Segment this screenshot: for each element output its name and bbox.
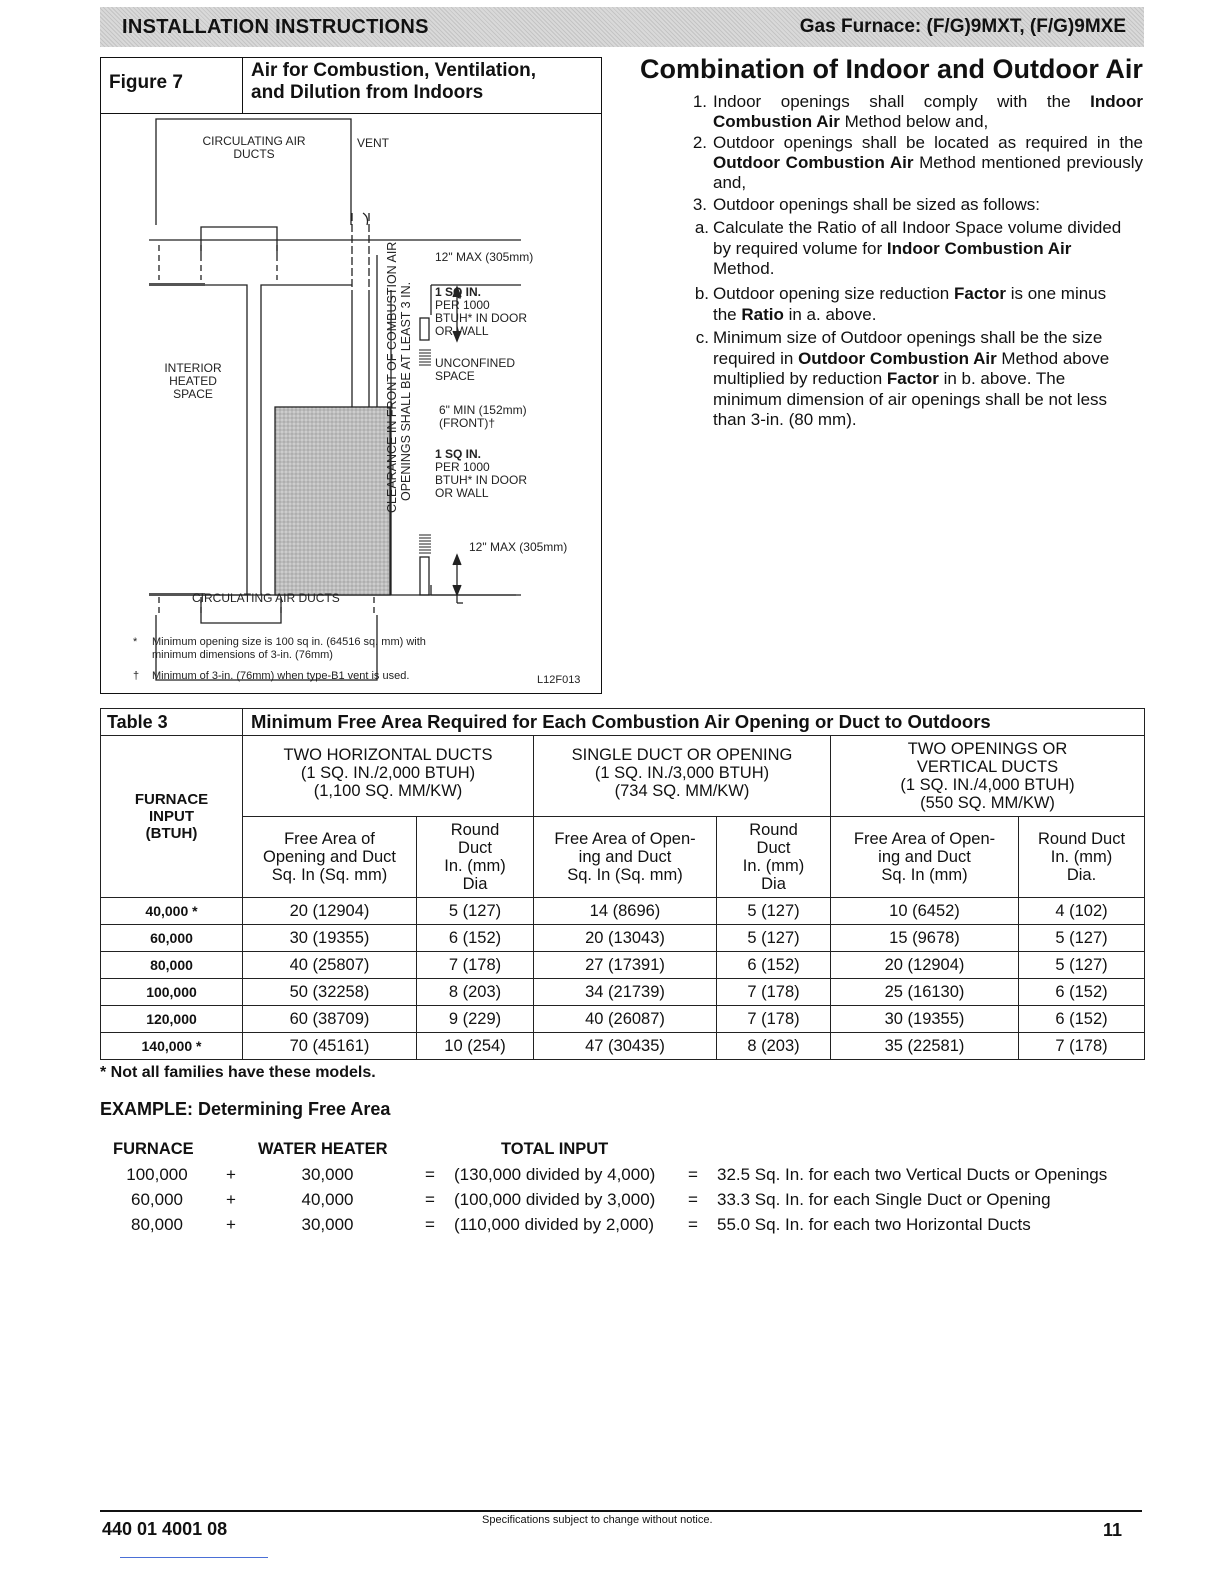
group-single-duct: SINGLE DUCT OR OPENING (1 SQ. IN./3,000 BTUH) (734 SQ. MM/KW) (534, 736, 831, 817)
label-unconfined-space: UNCONFINED SPACE (435, 356, 515, 383)
example-furnace: 60,000 (131, 1190, 183, 1209)
table-cell: 4 (102) (1019, 898, 1145, 925)
table-row (101, 979, 1145, 1006)
step-3: 3. Outdoor openings shall be sized as follows: (692, 195, 1040, 214)
table-cell: 6 (152) (1019, 979, 1145, 1006)
example-eq1: = (425, 1165, 435, 1184)
table-cell: 40 (25807) (243, 952, 417, 979)
example-eq2: = (688, 1190, 698, 1209)
table-cell: 5 (127) (1019, 925, 1145, 952)
row-furnace-input: 60,000 (101, 925, 243, 952)
table-cell: 7 (178) (717, 1006, 831, 1033)
figure-title-line2: and Dilution from Indoors (251, 82, 484, 103)
section-title: Combination of Indoor and Outdoor Air (640, 54, 1143, 84)
table-cell: 35 (22581) (831, 1033, 1019, 1060)
example-total: (130,000 divided by 4,000) (454, 1165, 656, 1184)
figure-note-1: Minimum opening size is 100 sq in. (64516 sq. mm) with minimum dimensions of 3-in. (76mm) (152, 636, 426, 661)
figure-title-line1: Air for Combustion, Ventilation, (251, 60, 536, 81)
group-two-openings: TWO OPENINGS OR VERTICAL DUCTS (1 SQ. IN./4,000 BTUH) (550 SQ. MM/KW) (831, 736, 1145, 817)
table-cell: 7 (178) (1019, 1033, 1145, 1060)
table-cell: 6 (152) (1019, 1006, 1145, 1033)
table-cell: 30 (19355) (243, 925, 417, 952)
table-cell: 8 (203) (417, 979, 534, 1006)
figure-note-2: Minimum of 3-in. (76mm) when type-B1 vent is used. (152, 670, 410, 682)
example-result: 32.5 Sq. In. for each two Vertical Ducts or Openings (717, 1165, 1108, 1184)
table-cell: 6 (152) (717, 952, 831, 979)
step-3a: a. Calculate the Ratio of all Indoor Space volume divided by required volume for Indoor Combustion Air Method. (694, 218, 1122, 278)
example-plus: + (226, 1215, 236, 1234)
table-cell: 14 (8696) (534, 898, 717, 925)
table-row (101, 898, 1145, 925)
step-2: 2. Outdoor openings shall be located as required in the Outdoor Combustion Air Method mentioned previously and, (692, 133, 1143, 192)
table-cell: 20 (12904) (831, 952, 1019, 979)
table-cell: 30 (19355) (831, 1006, 1019, 1033)
step-3c: c. Minimum size of Outdoor openings shall be the size required in Outdoor Combustion Air Method above multiplied by reduction Factor in b. above. The minimum dimension of air openings shall be not less than 3-in. (80 mm). (695, 328, 1110, 429)
header-model: Gas Furnace: (F/G)9MXT, (F/G)9MXE (799, 16, 1126, 37)
label-circulating-air-bottom: CIRCULATING AIR DUCTS (192, 591, 340, 605)
example-total: (100,000 divided by 3,000) (454, 1190, 656, 1209)
table-cell: 50 (32258) (243, 979, 417, 1006)
example-eq1: = (425, 1190, 435, 1209)
table-cell: 9 (229) (417, 1006, 534, 1033)
example-eq1: = (425, 1215, 435, 1234)
row-header-furnace-input: FURNACE INPUT (BTUH) (101, 736, 243, 898)
label-max-top: 12" MAX (305mm) (435, 250, 534, 264)
table-cell: 10 (6452) (831, 898, 1019, 925)
example-header-water-heater: WATER HEATER (258, 1140, 388, 1158)
table-cell: 8 (203) (717, 1033, 831, 1060)
subhead-round-duct-1: Round Duct In. (mm) Dia (417, 817, 534, 898)
row-furnace-input: 40,000 * (101, 898, 243, 925)
label-interior-space: INTERIOR HEATED SPACE (164, 361, 222, 401)
label-circulating-air-top: CIRCULATING AIR DUCTS (202, 134, 306, 161)
table-cell: 60 (38709) (243, 1006, 417, 1033)
header-title: INSTALLATION INSTRUCTIONS (122, 16, 429, 38)
table-cell: 5 (127) (717, 925, 831, 952)
table-cell: 15 (9678) (831, 925, 1019, 952)
example-eq2: = (688, 1215, 698, 1234)
group-two-horizontal-ducts: TWO HORIZONTAL DUCTS (1 SQ. IN./2,000 BTUH) (1,100 SQ. MM/KW) (243, 736, 534, 817)
figure-note-1-mark: * (133, 636, 138, 648)
subhead-free-area-1: Free Area of Opening and Duct Sq. In (Sq. mm) (243, 817, 417, 898)
figure-number: Figure 7 (101, 58, 243, 113)
table-cell: 70 (45161) (243, 1033, 417, 1060)
footer-notice: Specifications subject to change without notice. (482, 1514, 713, 1526)
example-water: 30,000 (301, 1215, 354, 1234)
row-furnace-input: 100,000 (101, 979, 243, 1006)
example-plus: + (226, 1165, 236, 1184)
table-cell: 20 (12904) (243, 898, 417, 925)
label-sq-top: 1 SQ IN. PER 1000 BTUH* IN DOOR OR WALL (435, 285, 528, 338)
table-cell: 6 (152) (417, 925, 534, 952)
example-result: 33.3 Sq. In. for each Single Duct or Opening (717, 1190, 1051, 1209)
table-cell: 47 (30435) (534, 1033, 717, 1060)
table-cell: 20 (13043) (534, 925, 717, 952)
table-cell: 7 (178) (417, 952, 534, 979)
table-footnote: * Not all families have these models. (100, 1064, 376, 1081)
row-furnace-input: 80,000 (101, 952, 243, 979)
example-water: 40,000 (301, 1190, 354, 1209)
table-row (101, 1033, 1145, 1060)
table-row (101, 1006, 1145, 1033)
table-cell: 5 (127) (417, 898, 534, 925)
figure-note-2-mark: † (133, 670, 140, 682)
table-row (101, 952, 1145, 979)
example-furnace: 100,000 (126, 1165, 188, 1184)
footer-link-underline (120, 1557, 268, 1558)
figure-divider (101, 113, 601, 114)
footer-doc-number: 440 01 4001 08 (102, 1519, 228, 1539)
header-bar (100, 7, 1144, 47)
example-eq2: = (688, 1165, 698, 1184)
label-clearance-vertical: CLEARANCE IN FRONT OF COMBUSTION AIR OPENINGS SHALL BE AT LEAST 3 IN. (385, 241, 413, 513)
figure-title (243, 58, 601, 113)
row-furnace-input: 140,000 * (101, 1033, 243, 1060)
example-title: EXAMPLE: Determining Free Area (100, 1099, 391, 1119)
example-header-furnace: FURNACE (113, 1140, 194, 1158)
footer-page-number: 11 (1103, 1520, 1123, 1540)
label-min-front: 6" MIN (152mm) (FRONT)† (439, 403, 527, 430)
example-furnace: 80,000 (131, 1215, 183, 1234)
table-cell: 25 (16130) (831, 979, 1019, 1006)
example-plus: + (226, 1190, 236, 1209)
example-water: 30,000 (301, 1165, 354, 1184)
table-cell: 40 (26087) (534, 1006, 717, 1033)
footer-rule (100, 1510, 1142, 1512)
table-title: Minimum Free Area Required for Each Combustion Air Opening or Duct to Outdoors (243, 709, 1145, 736)
figure-code: L12F013 (537, 674, 581, 686)
label-vent: VENT (357, 136, 390, 150)
subhead-round-duct-3: Round Duct In. (mm) Dia. (1019, 817, 1145, 898)
example-result: 55.0 Sq. In. for each two Horizontal Ducts (717, 1215, 1031, 1234)
table-cell: 7 (178) (717, 979, 831, 1006)
example-total: (110,000 divided by 2,000) (454, 1215, 655, 1234)
step-1: 1. Indoor openings shall comply with the Indoor Combustion Air Method below and, (692, 92, 1143, 131)
subhead-free-area-3: Free Area of Open- ing and Duct Sq. In (mm) (831, 817, 1019, 898)
table-row (101, 925, 1145, 952)
example-header-total-input: TOTAL INPUT (501, 1140, 609, 1158)
table-body (101, 898, 1145, 1060)
table-cell: 5 (127) (1019, 952, 1145, 979)
subhead-free-area-2: Free Area of Open- ing and Duct Sq. In (Sq. mm) (534, 817, 717, 898)
subhead-round-duct-2: Round Duct In. (mm) Dia (717, 817, 831, 898)
table-3 (100, 708, 1145, 1060)
table-cell: 10 (254) (417, 1033, 534, 1060)
table-cell: 27 (17391) (534, 952, 717, 979)
table-label: Table 3 (101, 709, 243, 736)
label-sq-bottom: 1 SQ IN. PER 1000 BTUH* IN DOOR OR WALL (435, 447, 528, 500)
step-3b: b. Outdoor opening size reduction Factor is one minus the Ratio in a. above. (694, 284, 1107, 324)
table-cell: 5 (127) (717, 898, 831, 925)
label-max-bottom: 12" MAX (305mm) (469, 540, 568, 554)
furnace-shape (275, 407, 390, 595)
row-furnace-input: 120,000 (101, 1006, 243, 1033)
table-cell: 34 (21739) (534, 979, 717, 1006)
figure-7 (100, 57, 602, 694)
